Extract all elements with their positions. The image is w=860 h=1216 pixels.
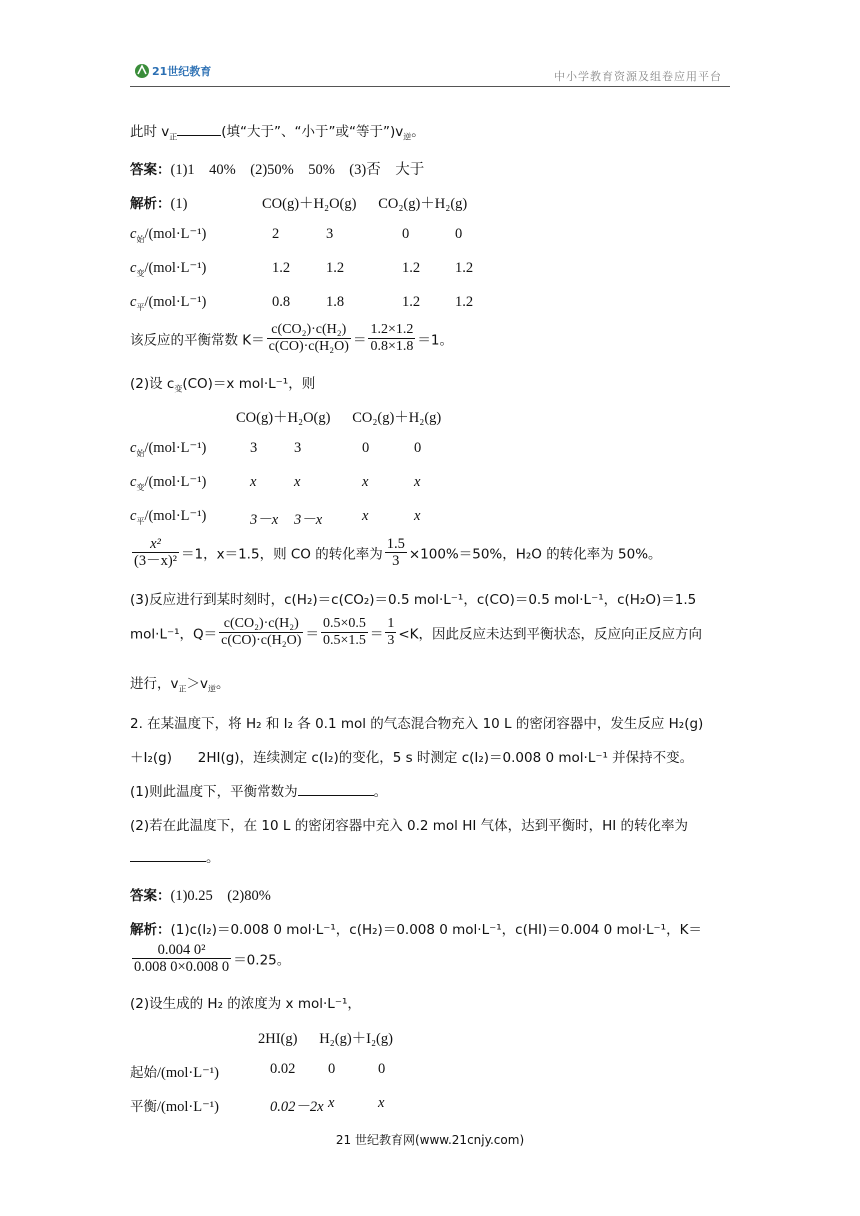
- part-3-line-2: mol·L⁻¹，Q＝ $\frac{\text{c(CO₂)·c(H₂)}}{\text{c(CO)·c(H₂O)}}$ ＝ $\frac{0.5\times 0.5}{0.5\times 1.5}$ ＝ $\frac{1}{3}$ <K，因此反应未达到平衡状态，反应向正反应方向: [130, 616, 703, 648]
- table-cell: 0: [362, 440, 370, 456]
- table-cell: x: [378, 1095, 385, 1111]
- part-2-reaction: CO(g)＋H₂O(g) CO₂(g)＋H₂(g): [236, 410, 442, 426]
- table-cell: 1.8: [326, 294, 345, 310]
- question-2-line-1: 2. 在某温度下，将 H₂ 和 I₂ 各 0.1 mol 的气态混合物充入 10 L 的密闭容器中，发生反应 H₂(g): [130, 716, 704, 732]
- table-cell: 0.02－2x: [270, 1099, 324, 1115]
- table-row-label: $c_始/(mol\cdot L^{-1})$: [130, 226, 207, 244]
- table-cell: 0: [414, 440, 422, 456]
- site-logo: [133, 62, 225, 80]
- table-cell: 3: [294, 440, 302, 456]
- header-platform-name: 中小学教育资源及组卷应用平台: [554, 70, 722, 83]
- part-2-setup: (2)设 $c_变(CO)=x$ mol·L⁻¹，则: [130, 376, 316, 394]
- equilibrium-constant-line: 该反应的平衡常数 K＝ $\frac{\text{c(CO₂)·c(H₂)}}{\text{c(CO)·c(H₂O)}}$ ＝ $\frac{1.2\times 1.2}{0.8\times 1.8}$ ＝1。: [130, 322, 453, 354]
- table-cell: 0: [328, 1061, 336, 1077]
- table-row-label: $c_始/(mol\cdot L^{-1})$: [130, 440, 207, 458]
- analysis-1-heading: 解析：(1): [130, 196, 188, 212]
- table-cell: 0: [402, 226, 410, 242]
- table-cell: x: [250, 474, 257, 490]
- table-cell: x: [414, 508, 421, 524]
- table-cell: 1.2: [272, 260, 291, 276]
- part-3-line-3: 进行，$v_正>v_逆$。: [130, 676, 230, 694]
- header-divider: [130, 86, 730, 87]
- table-row-label: 平衡/(mol·L⁻¹): [130, 1099, 219, 1115]
- analysis-2-setup: (2)设生成的 H₂ 的浓度为 x mol·L⁻¹，: [130, 996, 361, 1012]
- analysis-1-reaction: CO(g)＋H₂O(g) CO₂(g)＋H₂(g): [262, 196, 468, 212]
- answer-1: 答案：(1)1 40% (2)50% 50% (3)否 大于: [130, 162, 425, 178]
- question-2-sub-1: (1)则此温度下，平衡常数为 。: [130, 784, 388, 800]
- analysis-2-reaction: 2HI(g) H₂(g)＋I₂(g): [258, 1031, 393, 1047]
- part-3-line-1: (3)反应进行到某时刻时，c(H₂)＝c(CO₂)＝0.5 mol·L⁻¹，c(CO)＝0.5 mol·L⁻¹，c(H₂O)＝1.5: [130, 592, 697, 608]
- analysis-2-line-1: 解析：(1)c(I₂)＝0.008 0 mol·L⁻¹，c(H₂)＝0.008 0 mol·L⁻¹，c(HI)＝0.004 0 mol·L⁻¹，K＝: [130, 922, 702, 938]
- table-cell: x: [328, 1095, 335, 1111]
- conversion-line: $\frac{\text{x²}}{\text{(3－x)²}}$ ＝1，x＝1.5，则 CO 的转化率为 $\frac{1.5}{3}$ ×100%＝50%，H₂O 的转化率为 50%。: [134, 536, 662, 569]
- question-tail-line: 此时 $v_正$ (填“大于”、“小于”或“等于$”)v_逆$。: [130, 124, 425, 142]
- table-cell: 0: [378, 1061, 386, 1077]
- table-cell: 1.2: [402, 260, 421, 276]
- table-cell: 1.2: [455, 294, 474, 310]
- table-cell: 1.2: [326, 260, 345, 276]
- table-row-label: $c_变/(mol\cdot L^{-1})$: [130, 474, 207, 492]
- question-2-sub-2-blank: 。: [130, 846, 220, 866]
- page-footer: 21 世纪教育网(www.21cnjy.com): [335, 1133, 525, 1147]
- table-cell: 3－x: [294, 512, 323, 528]
- table-row-label: $c_变/(mol\cdot L^{-1})$: [130, 260, 207, 278]
- table-cell: 3－x: [250, 512, 279, 528]
- table-cell: 1.2: [455, 260, 474, 276]
- table-cell: x: [362, 474, 369, 490]
- table-cell: 3: [250, 440, 258, 456]
- logo-text: 21世纪教育: [152, 65, 212, 78]
- table-cell: 0.8: [272, 294, 291, 310]
- table-cell: 1.2: [402, 294, 421, 310]
- table-cell: x: [294, 474, 301, 490]
- table-cell: 0.02: [270, 1061, 296, 1077]
- question-2-line-2: ＋I₂(g) 2HI(g)，连续测定 c(I₂)的变化，5 s 时测定 c(I₂)＝0.008 0 mol·L⁻¹ 并保持不变。: [130, 750, 694, 766]
- table-cell: x: [414, 474, 421, 490]
- table-cell: 0: [455, 226, 463, 242]
- table-row-label: $c_平/(mol\cdot L^{-1})$: [130, 508, 207, 526]
- table-cell: 3: [326, 226, 334, 242]
- table-row-label: $c_平/(mol\cdot L^{-1})$: [130, 294, 207, 312]
- table-cell: 2: [272, 226, 280, 242]
- table-row-label: 起始/(mol·L⁻¹): [130, 1065, 219, 1081]
- answer-2: 答案：(1)0.25 (2)80%: [130, 888, 271, 904]
- analysis-2-k-line: $\frac{\text{0.004 0²}}{0.008 0\times 0.008 0}$ ＝0.25。: [134, 942, 291, 975]
- table-cell: x: [362, 508, 369, 524]
- question-2-sub-2: (2)若在此温度下，在 10 L 的密闭容器中充入 0.2 mol HI 气体，达到平衡时，HI 的转化率为: [130, 818, 689, 834]
